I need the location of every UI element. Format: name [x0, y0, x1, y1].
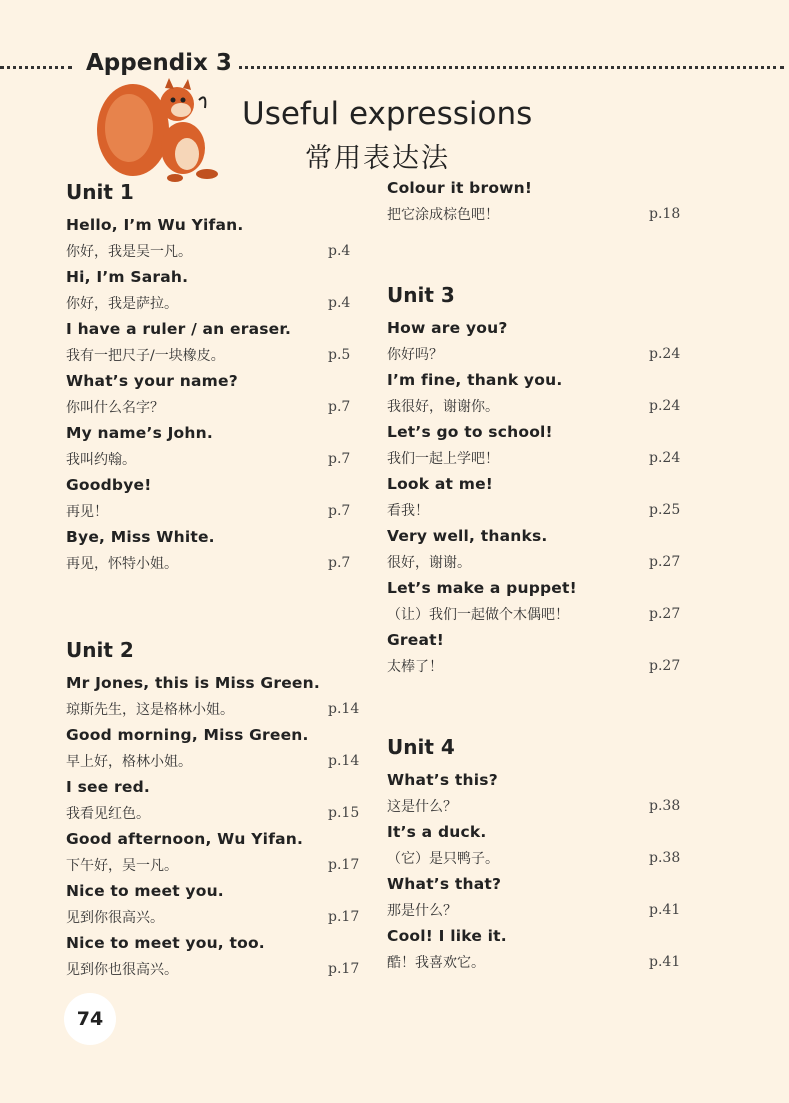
chinese-translation: 这是什么？ — [387, 799, 457, 815]
unit-section — [387, 733, 697, 975]
entry-list — [66, 212, 366, 576]
list-item — [387, 871, 697, 923]
list-item — [387, 523, 697, 575]
chinese-translation: 酷！我喜欢它。 — [387, 955, 485, 971]
chinese-translation: （它）是只鸭子。 — [387, 851, 499, 867]
chinese-translation: 我有一把尺子/一块橡皮。 — [66, 348, 225, 364]
list-item — [66, 524, 366, 576]
english-expression: Let’s go to school! — [387, 423, 553, 441]
page-reference: p.24 — [649, 346, 681, 362]
list-item — [66, 316, 366, 368]
english-expression: Hello, I’m Wu Yifan. — [66, 216, 244, 234]
list-item — [66, 878, 366, 930]
english-expression: Colour it brown! — [387, 179, 533, 197]
chinese-translation: 我叫约翰。 — [66, 452, 136, 468]
page-reference: p.7 — [328, 503, 351, 519]
chinese-translation: 我很好，谢谢你。 — [387, 399, 499, 415]
unit-heading: Unit 4 — [387, 735, 455, 759]
english-expression: I have a ruler / an eraser. — [66, 320, 292, 338]
left-column — [66, 178, 366, 982]
entry-list — [66, 670, 366, 982]
english-expression: Look at me! — [387, 475, 494, 493]
continued-entries — [387, 175, 697, 227]
page-number: 74 — [64, 993, 116, 1045]
entry-list — [387, 767, 697, 975]
unit-heading: Unit 2 — [66, 638, 134, 662]
squirrel-illustration — [95, 78, 230, 186]
english-expression: Good morning, Miss Green. — [66, 726, 309, 744]
english-expression: How are you? — [387, 319, 508, 337]
chinese-translation: 我们一起上学吧！ — [387, 451, 499, 467]
list-item — [66, 722, 366, 774]
dotted-rule-left — [0, 66, 72, 69]
title-english: Useful expressions — [242, 96, 533, 132]
chinese-translation: 你好，我是吴一凡。 — [66, 244, 192, 260]
unit-section — [387, 281, 697, 679]
list-item — [66, 774, 366, 826]
page-reference: p.41 — [649, 902, 681, 918]
page-reference: p.27 — [649, 554, 681, 570]
chinese-translation: 你好吗？ — [387, 347, 443, 363]
page-reference: p.15 — [328, 805, 360, 821]
english-expression: What’s that? — [387, 875, 502, 893]
chinese-translation: 见到你很高兴。 — [66, 910, 164, 926]
chinese-translation: 见到你也很高兴。 — [66, 962, 178, 978]
chinese-translation: 把它涂成棕色吧！ — [387, 207, 499, 223]
list-item — [387, 923, 697, 975]
list-item — [66, 472, 366, 524]
english-expression: It’s a duck. — [387, 823, 487, 841]
chinese-translation: （让）我们一起做个木偶吧！ — [387, 607, 569, 623]
page-reference: p.27 — [649, 658, 681, 674]
english-expression: Nice to meet you, too. — [66, 934, 265, 952]
english-expression: Hi, I’m Sarah. — [66, 268, 189, 286]
dotted-rule-right — [232, 66, 784, 69]
page-reference: p.18 — [649, 206, 681, 222]
unit-heading: Unit 1 — [66, 180, 134, 204]
page-reference: p.17 — [328, 961, 360, 977]
page-reference: p.38 — [649, 850, 681, 866]
page-reference: p.7 — [328, 451, 351, 467]
english-expression: Cool! I like it. — [387, 927, 507, 945]
list-item — [66, 420, 366, 472]
page-reference: p.7 — [328, 399, 351, 415]
english-expression: Good afternoon, Wu Yifan. — [66, 830, 304, 848]
english-expression: What’s your name? — [66, 372, 238, 390]
english-expression: My name’s John. — [66, 424, 213, 442]
unit-section — [66, 178, 366, 576]
list-item — [387, 819, 697, 871]
english-expression: Let’s make a puppet! — [387, 579, 577, 597]
list-item — [387, 575, 697, 627]
chinese-translation: 早上好，格林小姐。 — [66, 754, 192, 770]
list-item — [387, 419, 697, 471]
english-expression: I’m fine, thank you. — [387, 371, 563, 389]
page-reference: p.4 — [328, 243, 351, 259]
chinese-translation: 很好，谢谢。 — [387, 555, 471, 571]
english-expression: I see red. — [66, 778, 150, 796]
list-item — [66, 826, 366, 878]
chinese-translation: 再见，怀特小姐。 — [66, 556, 178, 572]
chinese-translation: 我看见红色。 — [66, 806, 150, 822]
page-reference: p.38 — [649, 798, 681, 814]
english-expression: Goodbye! — [66, 476, 152, 494]
appendix-label: Appendix 3 — [82, 50, 236, 76]
english-expression: Great! — [387, 631, 445, 649]
chinese-translation: 你好，我是萨拉。 — [66, 296, 178, 312]
page-reference: p.24 — [649, 450, 681, 466]
right-column — [387, 175, 697, 975]
page-reference: p.4 — [328, 295, 351, 311]
list-item — [66, 368, 366, 420]
list-item — [387, 175, 697, 227]
chinese-translation: 那是什么？ — [387, 903, 457, 919]
list-item — [387, 627, 697, 679]
page-reference: p.41 — [649, 954, 681, 970]
chinese-translation: 下午好，吴一凡。 — [66, 858, 178, 874]
page-reference: p.25 — [649, 502, 681, 518]
page-reference: p.5 — [328, 347, 351, 363]
list-item — [387, 367, 697, 419]
unit-heading: Unit 3 — [387, 283, 455, 307]
chinese-translation: 看我！ — [387, 503, 429, 519]
page-reference: p.14 — [328, 701, 360, 717]
english-expression: What’s this? — [387, 771, 498, 789]
unit-section — [66, 636, 366, 982]
list-item — [387, 767, 697, 819]
list-item — [387, 471, 697, 523]
page-reference: p.24 — [649, 398, 681, 414]
english-expression: Very well, thanks. — [387, 527, 548, 545]
page-reference: p.27 — [649, 606, 681, 622]
english-expression: Nice to meet you. — [66, 882, 224, 900]
english-expression: Bye, Miss White. — [66, 528, 215, 546]
title-chinese: 常用表达法 — [305, 143, 450, 174]
list-item — [66, 212, 366, 264]
page-reference: p.14 — [328, 753, 360, 769]
english-expression: Mr Jones, this is Miss Green. — [66, 674, 320, 692]
list-item — [387, 315, 697, 367]
list-item — [66, 930, 366, 982]
page-reference: p.7 — [328, 555, 351, 571]
chinese-translation: 太棒了！ — [387, 659, 443, 675]
page-reference: p.17 — [328, 857, 360, 873]
list-item — [66, 264, 366, 316]
entry-list — [387, 315, 697, 679]
chinese-translation: 再见！ — [66, 504, 108, 520]
chinese-translation: 琼斯先生，这是格林小姐。 — [66, 702, 234, 718]
list-item — [66, 670, 366, 722]
page-reference: p.17 — [328, 909, 360, 925]
chinese-translation: 你叫什么名字？ — [66, 400, 164, 416]
